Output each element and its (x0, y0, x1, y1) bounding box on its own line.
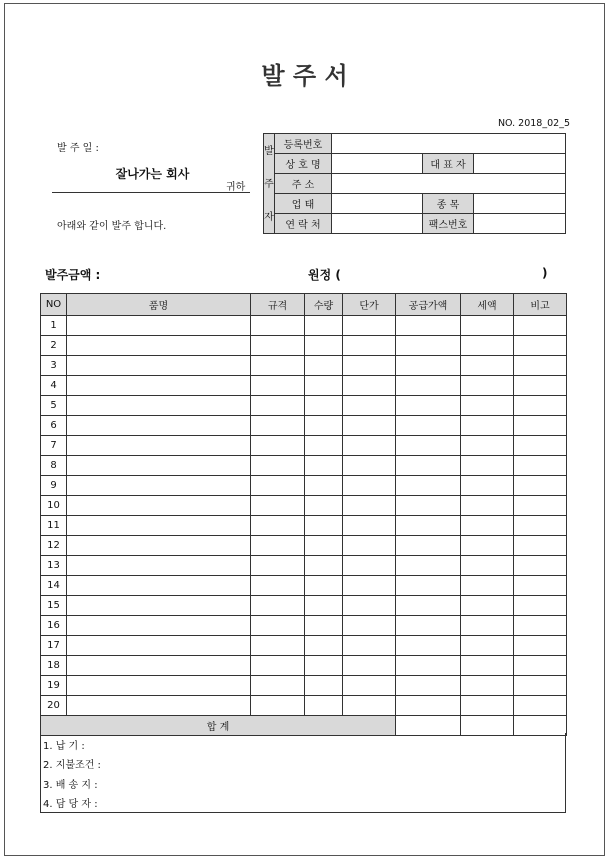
supply-amount-cell[interactable] (396, 496, 461, 516)
unit-price-cell[interactable] (343, 316, 396, 336)
row-number: 10 (41, 496, 67, 516)
spec-cell[interactable] (251, 316, 305, 336)
row-number: 19 (41, 676, 67, 696)
spec-cell[interactable] (251, 536, 305, 556)
business-item-value[interactable] (474, 194, 566, 214)
item-name-cell[interactable] (67, 596, 251, 616)
supply-amount-cell[interactable] (396, 616, 461, 636)
item-name-cell[interactable] (67, 476, 251, 496)
spec-cell[interactable] (251, 596, 305, 616)
recipient-underline (52, 192, 250, 193)
items-header-row (41, 294, 567, 316)
table-row (41, 596, 567, 616)
table-row (41, 616, 567, 636)
tax-cell[interactable] (461, 496, 514, 516)
quantity-cell[interactable] (305, 656, 343, 676)
header-item-name: 품명 (67, 294, 251, 316)
supply-amount-cell[interactable] (396, 416, 461, 436)
unit-price-cell[interactable] (343, 636, 396, 656)
row-number: 15 (41, 596, 67, 616)
unit-price-cell[interactable] (343, 576, 396, 596)
supply-amount-cell[interactable] (396, 676, 461, 696)
row-number: 12 (41, 536, 67, 556)
quantity-cell[interactable] (305, 336, 343, 356)
spec-cell[interactable] (251, 436, 305, 456)
item-name-cell[interactable] (67, 676, 251, 696)
spec-cell[interactable] (251, 356, 305, 376)
supply-amount-cell[interactable] (396, 356, 461, 376)
unit-price-cell[interactable] (343, 416, 396, 436)
table-row (41, 336, 567, 356)
remarks-cell[interactable] (514, 556, 567, 576)
item-name-cell[interactable] (67, 416, 251, 436)
supplier-vertical-label: 발 주 자 (264, 134, 275, 234)
spec-cell[interactable] (251, 396, 305, 416)
table-row (41, 696, 567, 716)
header-supply-amount: 공급가액 (396, 294, 461, 316)
row-number: 2 (41, 336, 67, 356)
table-row (41, 436, 567, 456)
quantity-cell[interactable] (305, 396, 343, 416)
amount-close-paren: ) (542, 266, 548, 280)
remarks-cell[interactable] (514, 616, 567, 636)
reg-no-value[interactable] (332, 134, 566, 154)
unit-price-cell[interactable] (343, 516, 396, 536)
unit-price-cell[interactable] (343, 616, 396, 636)
amount-label: 발주금액 : (45, 268, 101, 282)
supply-amount-cell[interactable] (396, 516, 461, 536)
table-row (41, 636, 567, 656)
tax-cell[interactable] (461, 616, 514, 636)
remarks-cell[interactable] (514, 536, 567, 556)
row-number: 1 (41, 316, 67, 336)
unit-price-cell[interactable] (343, 676, 396, 696)
row-number: 17 (41, 636, 67, 656)
company-name-label: 상 호 명 (275, 154, 332, 174)
item-name-cell[interactable] (67, 316, 251, 336)
header-remarks: 비고 (514, 294, 567, 316)
quantity-cell[interactable] (305, 416, 343, 436)
supply-amount-cell[interactable] (396, 436, 461, 456)
table-row (41, 656, 567, 676)
quantity-cell[interactable] (305, 476, 343, 496)
row-number: 3 (41, 356, 67, 376)
document-number: NO. 2018_02_5 (497, 118, 570, 129)
item-name-cell[interactable] (67, 656, 251, 676)
header-quantity: 수량 (305, 294, 343, 316)
tax-cell[interactable] (461, 576, 514, 596)
spec-cell[interactable] (251, 516, 305, 536)
supply-amount-cell[interactable] (396, 396, 461, 416)
table-row (41, 376, 567, 396)
table-row (41, 476, 567, 496)
tax-cell[interactable] (461, 516, 514, 536)
items-table (40, 293, 567, 736)
supply-amount-cell[interactable] (396, 456, 461, 476)
remarks-cell[interactable] (514, 336, 567, 356)
supply-amount-cell[interactable] (396, 576, 461, 596)
spec-cell[interactable] (251, 576, 305, 596)
remarks-cell[interactable] (514, 396, 567, 416)
note-payment-terms: 2. 지불조건 : (43, 760, 101, 771)
tax-cell[interactable] (461, 696, 514, 716)
contact-value[interactable] (332, 214, 423, 234)
remarks-cell[interactable] (514, 516, 567, 536)
quantity-cell[interactable] (305, 676, 343, 696)
item-name-cell[interactable] (67, 436, 251, 456)
item-name-cell[interactable] (67, 516, 251, 536)
amount-won-label: 원정 ( (308, 268, 341, 282)
row-number: 16 (41, 616, 67, 636)
spec-cell[interactable] (251, 616, 305, 636)
remarks-cell[interactable] (514, 356, 567, 376)
recipient-honorific: 귀하 (226, 182, 246, 193)
ceo-label: 대 표 자 (423, 154, 474, 174)
header-unit-price: 단가 (343, 294, 396, 316)
spec-cell[interactable] (251, 476, 305, 496)
tax-cell[interactable] (461, 436, 514, 456)
remarks-cell[interactable] (514, 576, 567, 596)
address-label: 주 소 (275, 174, 332, 194)
row-number: 6 (41, 416, 67, 436)
row-number: 20 (41, 696, 67, 716)
business-type-value[interactable] (332, 194, 423, 214)
supply-amount-cell[interactable] (396, 376, 461, 396)
table-row (41, 456, 567, 476)
remarks-cell[interactable] (514, 676, 567, 696)
supply-amount-cell[interactable] (396, 696, 461, 716)
unit-price-cell[interactable] (343, 596, 396, 616)
contact-label: 연 락 처 (275, 214, 332, 234)
tax-cell[interactable] (461, 356, 514, 376)
item-name-cell[interactable] (67, 336, 251, 356)
ceo-value[interactable] (474, 154, 566, 174)
business-item-label: 종 목 (423, 194, 474, 214)
tax-cell[interactable] (461, 636, 514, 656)
item-name-cell[interactable] (67, 536, 251, 556)
recipient-company: 잘나가는 회사 (115, 167, 190, 181)
remarks-cell[interactable] (514, 476, 567, 496)
table-row (41, 576, 567, 596)
total-label: 합 계 (41, 716, 396, 736)
intro-text: 아래와 같이 발주 합니다. (57, 221, 167, 232)
remarks-cell[interactable] (514, 696, 567, 716)
table-row (41, 416, 567, 436)
spec-cell[interactable] (251, 676, 305, 696)
reg-no-label: 등록번호 (275, 134, 332, 154)
spec-cell[interactable] (251, 496, 305, 516)
remarks-cell[interactable] (514, 436, 567, 456)
item-name-cell[interactable] (67, 636, 251, 656)
tax-cell[interactable] (461, 336, 514, 356)
table-row (41, 536, 567, 556)
order-date-label: 발 주 일 : (57, 143, 99, 154)
note-shipping-address: 3. 배 송 지 : (43, 780, 98, 791)
unit-price-cell[interactable] (343, 536, 396, 556)
table-row (41, 516, 567, 536)
company-name-value[interactable] (332, 154, 423, 174)
unit-price-cell[interactable] (343, 356, 396, 376)
unit-price-cell[interactable] (343, 456, 396, 476)
address-value[interactable] (332, 174, 566, 194)
tax-cell[interactable] (461, 596, 514, 616)
supply-amount-cell[interactable] (396, 316, 461, 336)
row-number: 9 (41, 476, 67, 496)
table-row (41, 556, 567, 576)
quantity-cell[interactable] (305, 696, 343, 716)
remarks-cell[interactable] (514, 496, 567, 516)
spec-cell[interactable] (251, 416, 305, 436)
tax-cell[interactable] (461, 656, 514, 676)
unit-price-cell[interactable] (343, 396, 396, 416)
table-row (41, 396, 567, 416)
document-title: 발 주 서 (261, 62, 348, 90)
quantity-cell[interactable] (305, 576, 343, 596)
row-number: 18 (41, 656, 67, 676)
tax-cell[interactable] (461, 676, 514, 696)
business-type-label: 업 태 (275, 194, 332, 214)
quantity-cell[interactable] (305, 496, 343, 516)
unit-price-cell[interactable] (343, 476, 396, 496)
supplier-info-table (263, 133, 566, 234)
remarks-cell[interactable] (514, 376, 567, 396)
quantity-cell[interactable] (305, 316, 343, 336)
header-spec: 규격 (251, 294, 305, 316)
remarks-cell[interactable] (514, 596, 567, 616)
spec-cell[interactable] (251, 556, 305, 576)
tax-cell[interactable] (461, 376, 514, 396)
spec-cell[interactable] (251, 336, 305, 356)
tax-cell[interactable] (461, 396, 514, 416)
quantity-cell[interactable] (305, 556, 343, 576)
note-delivery-date: 1. 납 기 : (43, 741, 85, 752)
table-row (41, 356, 567, 376)
item-name-cell[interactable] (67, 556, 251, 576)
supply-amount-cell[interactable] (396, 636, 461, 656)
supply-amount-cell[interactable] (396, 536, 461, 556)
table-row (41, 676, 567, 696)
supply-amount-cell[interactable] (396, 336, 461, 356)
row-number: 8 (41, 456, 67, 476)
spec-cell[interactable] (251, 696, 305, 716)
unit-price-cell[interactable] (343, 656, 396, 676)
tax-cell[interactable] (461, 416, 514, 436)
tax-cell[interactable] (461, 316, 514, 336)
supply-amount-cell[interactable] (396, 556, 461, 576)
row-number: 4 (41, 376, 67, 396)
spec-cell[interactable] (251, 656, 305, 676)
row-number: 11 (41, 516, 67, 536)
supply-amount-cell[interactable] (396, 656, 461, 676)
row-number: 5 (41, 396, 67, 416)
remarks-cell[interactable] (514, 656, 567, 676)
remarks-cell[interactable] (514, 416, 567, 436)
note-contact-person: 4. 담 당 자 : (43, 799, 98, 810)
tax-cell[interactable] (461, 536, 514, 556)
spec-cell[interactable] (251, 636, 305, 656)
quantity-cell[interactable] (305, 616, 343, 636)
header-tax: 세액 (461, 294, 514, 316)
spec-cell[interactable] (251, 456, 305, 476)
remarks-cell[interactable] (514, 316, 567, 336)
unit-price-cell[interactable] (343, 556, 396, 576)
item-name-cell[interactable] (67, 616, 251, 636)
unit-price-cell[interactable] (343, 336, 396, 356)
unit-price-cell[interactable] (343, 376, 396, 396)
quantity-cell[interactable] (305, 456, 343, 476)
quantity-cell[interactable] (305, 436, 343, 456)
spec-cell[interactable] (251, 376, 305, 396)
quantity-cell[interactable] (305, 596, 343, 616)
item-name-cell[interactable] (67, 396, 251, 416)
item-name-cell[interactable] (67, 496, 251, 516)
supply-amount-cell[interactable] (396, 476, 461, 496)
tax-cell[interactable] (461, 476, 514, 496)
row-number: 7 (41, 436, 67, 456)
quantity-cell[interactable] (305, 536, 343, 556)
table-row (41, 496, 567, 516)
supply-amount-cell[interactable] (396, 596, 461, 616)
unit-price-cell[interactable] (343, 696, 396, 716)
tax-cell[interactable] (461, 556, 514, 576)
fax-label: 팩스번호 (423, 214, 474, 234)
notes-box (40, 733, 566, 813)
unit-price-cell[interactable] (343, 496, 396, 516)
row-number: 13 (41, 556, 67, 576)
quantity-cell[interactable] (305, 356, 343, 376)
fax-value[interactable] (474, 214, 566, 234)
remarks-cell[interactable] (514, 636, 567, 656)
item-name-cell[interactable] (67, 356, 251, 376)
quantity-cell[interactable] (305, 636, 343, 656)
table-row (41, 316, 567, 336)
header-no: NO (41, 294, 67, 316)
unit-price-cell[interactable] (343, 436, 396, 456)
row-number: 14 (41, 576, 67, 596)
quantity-cell[interactable] (305, 516, 343, 536)
item-name-cell[interactable] (67, 376, 251, 396)
item-name-cell[interactable] (67, 696, 251, 716)
remarks-cell[interactable] (514, 456, 567, 476)
quantity-cell[interactable] (305, 376, 343, 396)
item-name-cell[interactable] (67, 576, 251, 596)
item-name-cell[interactable] (67, 456, 251, 476)
tax-cell[interactable] (461, 456, 514, 476)
